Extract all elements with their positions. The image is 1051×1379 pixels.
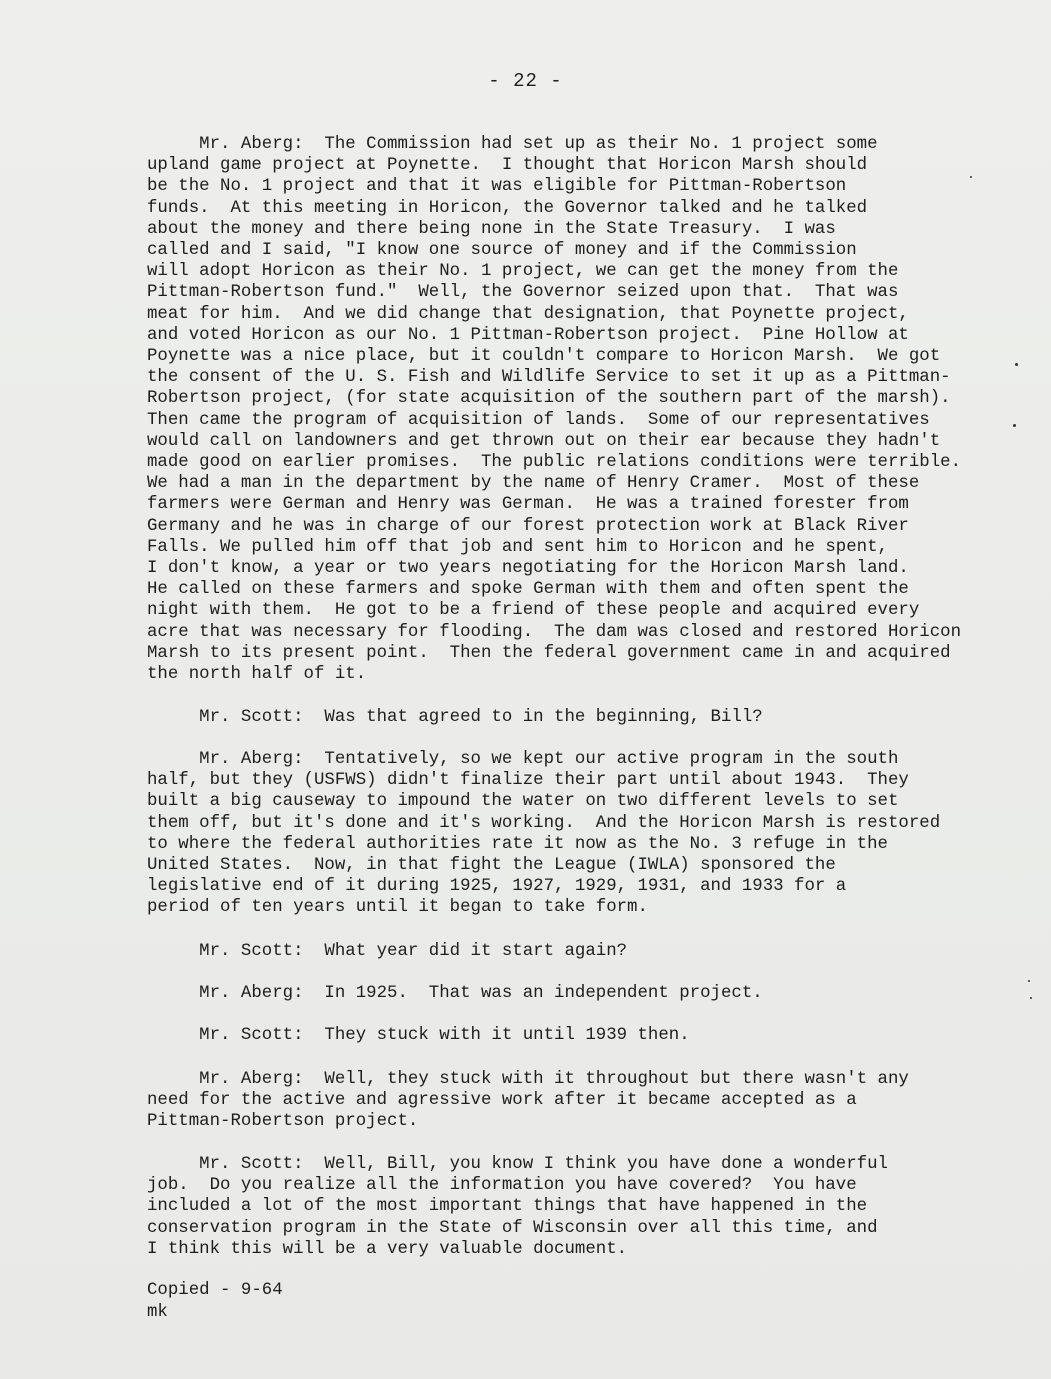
text-line: Poynette was a nice place, but it couldn't compare to Horicon Marsh. We got <box>147 347 941 367</box>
text-line: Robertson project, (for state acquisition of the southern part of the marsh). <box>147 389 951 409</box>
transcript-paragraph <box>147 1025 690 1046</box>
text-line: United States. Now, in that fight the League (IWLA) sponsored the <box>147 856 836 876</box>
text-line: Mr. Aberg: Tentatively, so we kept our active program in the south <box>147 750 899 769</box>
transcript-paragraph <box>147 1069 909 1133</box>
text-line: be the No. 1 project and that it was eligible for Pittman-Robertson <box>147 177 847 197</box>
text-line: Mr. Scott: What year did it start again? <box>147 942 628 961</box>
transcript-paragraph <box>147 1154 888 1260</box>
text-line: We had a man in the department by the name of Henry Cramer. Most of these <box>147 474 920 494</box>
text-line: upland game project at Poynette. I thought that Horicon Marsh should <box>147 156 868 176</box>
text-line: Germany and he was in charge of our forest protection work at Black River <box>147 516 909 536</box>
text-line: Mr. Aberg: The Commission had set up as their No. 1 project some <box>147 135 878 154</box>
text-line: Mr. Scott: Well, Bill, you know I think you have done a wonderful <box>147 1155 888 1174</box>
paper-speck <box>970 176 972 178</box>
transcript-paragraph <box>147 134 961 685</box>
transcript-paragraph <box>147 749 940 919</box>
text-line: I don't know, a year or two years negotiating for the Horicon Marsh land. <box>147 559 909 579</box>
text-line: legislative end of it during 1925, 1927, 1929, 1931, and 1933 for a <box>147 877 847 897</box>
text-line: meat for him. And we did change that designation, that Poynette project, <box>147 304 909 324</box>
text-line: the north half of it. <box>147 665 367 685</box>
text-line: included a lot of the most important things that have happened in the <box>147 1197 868 1217</box>
text-line: Pittman-Robertson project. <box>147 1112 419 1132</box>
paper-speck <box>1030 997 1032 999</box>
paper-speck <box>1028 980 1030 982</box>
text-line: night with them. He got to be a friend of these people and acquired every <box>147 601 920 621</box>
text-line: called and I said, "I know one source of money and if the Commission <box>147 241 857 261</box>
text-line: Falls. We pulled him off that job and sent him to Horicon and he spent, <box>147 537 888 557</box>
text-line: built a big causeway to impound the water on two different levels to set <box>147 792 899 812</box>
document-footer <box>147 1280 283 1323</box>
text-line: would call on landowners and get thrown out on their ear because they hadn't <box>147 431 941 451</box>
text-line: half, but they (USFWS) didn't finalize their part until about 1943. They <box>147 771 909 791</box>
text-line: about the money and there being none in the State Treasury. I was <box>147 219 836 239</box>
copied-date: Copied - 9-64 <box>147 1281 283 1300</box>
text-line: period of ten years until it began to take form. <box>147 898 648 918</box>
paper-speck <box>1013 424 1016 427</box>
text-line: Mr. Scott: Was that agreed to in the beginning, Bill? <box>147 708 763 727</box>
text-line: acre that was necessary for flooding. The dam was closed and restored Horicon <box>147 622 962 642</box>
typist-initials: mk <box>147 1302 168 1322</box>
text-line: Mr. Aberg: In 1925. That was an independent project. <box>147 984 763 1003</box>
text-line: conservation program in the State of Wisconsin over all this time, and <box>147 1218 878 1238</box>
text-line: farmers were German and Henry was German. He was a trained forester from <box>147 495 909 515</box>
text-line: Mr. Scott: They stuck with it until 1939 then. <box>147 1026 690 1045</box>
text-line: Then came the program of acquisition of lands. Some of our representatives <box>147 410 930 430</box>
text-line: and voted Horicon as our No. 1 Pittman-Robertson project. Pine Hollow at <box>147 325 909 345</box>
text-line: job. Do you realize all the information you have covered? You have <box>147 1176 857 1196</box>
page-number: - 22 - <box>488 70 563 92</box>
text-line: I think this will be a very valuable document. <box>147 1239 628 1259</box>
transcript-paragraph <box>147 707 763 728</box>
text-line: Pittman-Robertson fund." Well, the Governor seized upon that. That was <box>147 283 899 303</box>
text-line: to where the federal authorities rate it now as the No. 3 refuge in the <box>147 834 888 854</box>
text-line: He called on these farmers and spoke German with them and often spent the <box>147 580 909 600</box>
text-line: the consent of the U. S. Fish and Wildlife Service to set it up as a Pittman- <box>147 368 951 388</box>
text-line: them off, but it's done and it's working. And the Horicon Marsh is restored <box>147 813 941 833</box>
text-line: need for the active and agressive work after it became accepted as a <box>147 1091 857 1111</box>
text-line: funds. At this meeting in Horicon, the Governor talked and he talked <box>147 198 868 218</box>
text-line: will adopt Horicon as their No. 1 project, we can get the money from the <box>147 262 899 282</box>
paper-speck <box>1015 363 1018 366</box>
text-line: Marsh to its present point. Then the federal government came in and acquired <box>147 643 951 663</box>
transcript-paragraph <box>147 983 763 1004</box>
text-line: Mr. Aberg: Well, they stuck with it throughout but there wasn't any <box>147 1070 909 1089</box>
transcript-paragraph <box>147 941 627 962</box>
text-line: made good on earlier promises. The public relations conditions were terrible. <box>147 453 962 473</box>
